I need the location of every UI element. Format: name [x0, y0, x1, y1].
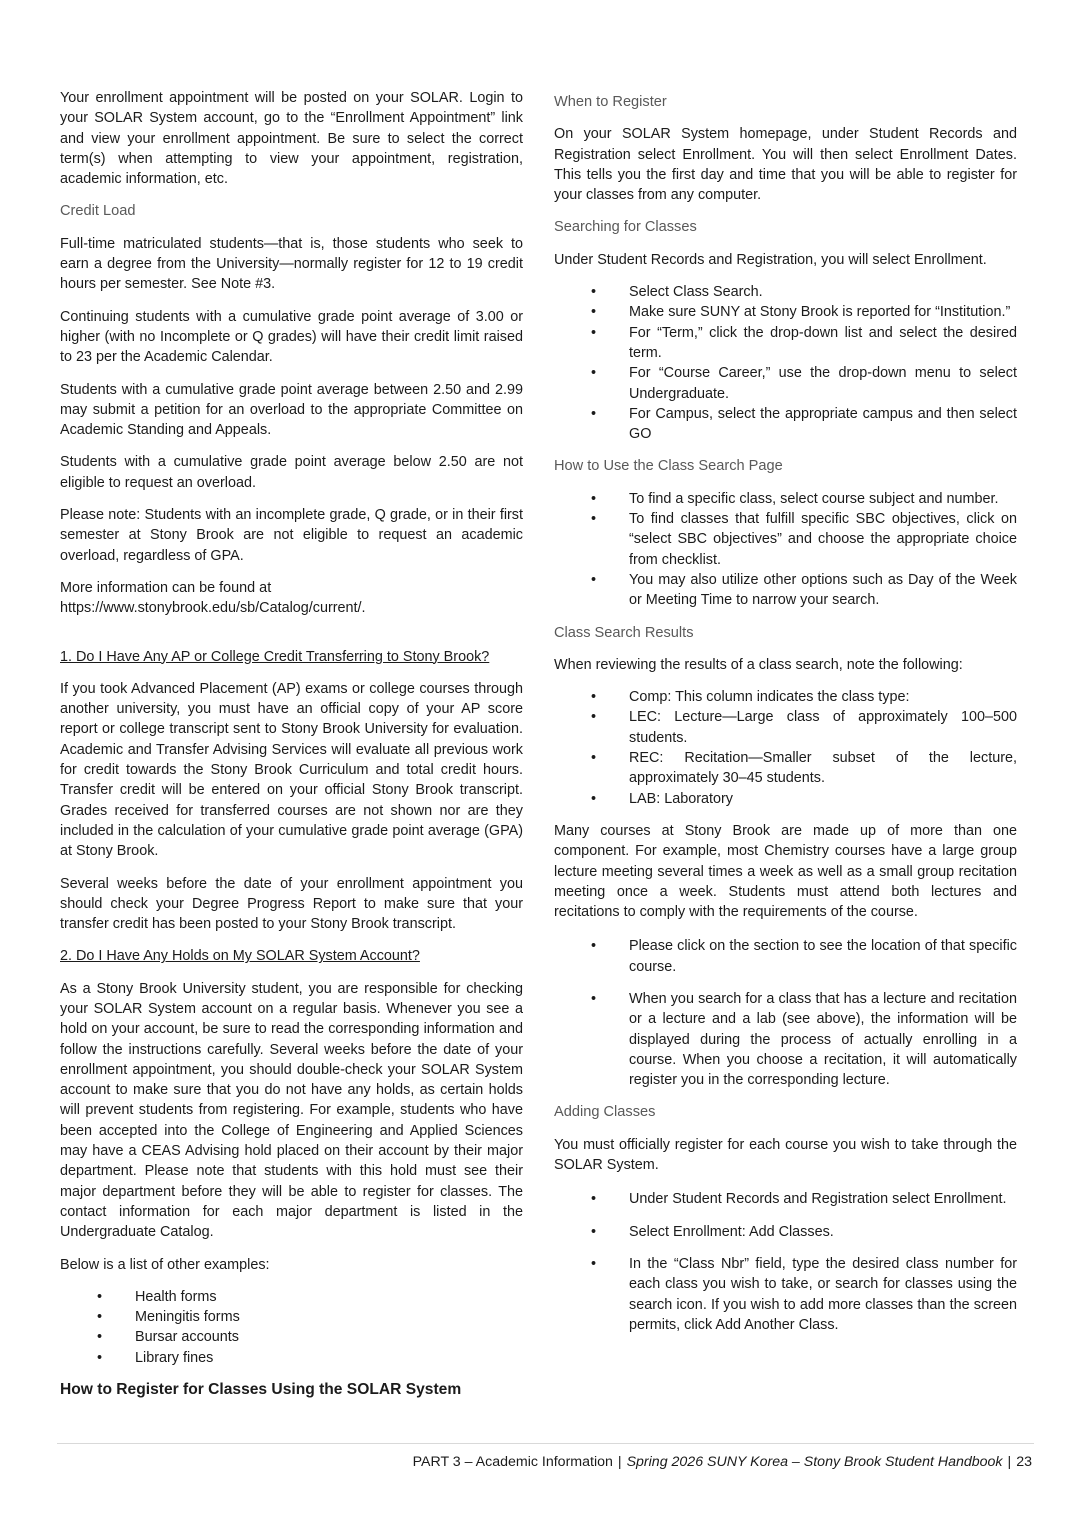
list-item: • For Campus, select the appropriate campus and then select GO	[591, 404, 1017, 445]
list-item: • To find classes that fulfill specific SBC objectives, click on “select SBC objectives” and choose the appropriate choice from checklist.	[591, 509, 1017, 570]
list-item: • Under Student Records and Registration select Enrollment.	[591, 1189, 1017, 1209]
list-item: • Meningitis forms	[97, 1307, 523, 1327]
when-to-register-heading: When to Register	[554, 94, 667, 110]
credit-load-paragraph-1: Full-time matriculated students—that is, those students who seek to earn a degree from the University—normally register for 12 to 19 credit hours per semester. See Note #3.	[60, 235, 523, 293]
list-item: • When you search for a class that has a lecture and recitation or a lecture and a lab (see above), the information will be displayed during the process of actually enrolling in a course. When you choose a recitation, it will automatically register you in the corresponding lecture.	[591, 989, 1017, 1090]
adding-classes-list	[554, 1189, 1017, 1335]
hold-examples-list	[60, 1287, 523, 1368]
question-1-heading: 1. Do I Have Any AP or College Credit Transferring to Stony Brook?	[60, 648, 490, 665]
when-to-register-paragraph: On your SOLAR System homepage, under Student Records and Registration select Enrollment. You will then select Enrollment Dates. This tells you the first day and time that you will be able to register for your classes from any computer.	[554, 126, 1017, 204]
transfer-credit-paragraph-1: If you took Advanced Placement (AP) exams or college courses through another university, you must have an official copy of your AP score report or college transcript sent to Stony Brook University for evaluation. Academic and Transfer Advising Services will evaluate all previous work for credit towards the Stony Brook Curriculum and total credit hours. Transfer credit will be entered on your official Stony Brook transcript. Grades received for transferred courses are not shown nor are they included in the calculation of your cumulative grade point average (GPA) at Stony Brook.	[60, 680, 523, 860]
footer-divider	[57, 1443, 1034, 1444]
register-section-title: How to Register for Classes Using the SOLAR System	[60, 1381, 462, 1399]
list-item: • Make sure SUNY at Stony Brook is reported for “Institution.”	[591, 302, 1017, 322]
list-item: • REC: Recitation—Smaller subset of the lecture, approximately 30–45 students.	[591, 748, 1017, 789]
more-info-text: More information can be found at	[60, 579, 272, 596]
adding-classes-paragraph: You must officially register for each course you wish to take through the SOLAR System.	[554, 1136, 1017, 1174]
list-item: • Library fines	[97, 1348, 523, 1368]
list-item: • Please click on the section to see the location of that specific course.	[591, 936, 1017, 977]
credit-load-paragraph-4: Students with a cumulative grade point average below 2.50 are not eligible to request an overload.	[60, 454, 523, 491]
list-item: • You may also utilize other options such as Day of the Week or Meeting Time to narrow your search.	[591, 570, 1017, 611]
footer-separator: |	[617, 1454, 622, 1470]
list-item: • To find a specific class, select course subject and number.	[591, 489, 1017, 509]
catalog-url[interactable]: https://www.stonybrook.edu/sb/Catalog/current/.	[60, 600, 366, 617]
examples-intro: Below is a list of other examples:	[60, 1256, 270, 1273]
class-search-page-heading: How to Use the Class Search Page	[554, 458, 783, 475]
list-item: • LEC: Lecture—Large class of approximately 100–500 students.	[591, 707, 1017, 748]
intro-paragraph: Your enrollment appointment will be posted on your SOLAR. Login to your SOLAR System account, go to the “Enrollment Appointment” link and view your enrollment appointment. Be sure to select the correct term(s) when attempting to view your appointment, registration, academic information, etc.	[60, 90, 523, 188]
list-item: • Select Enrollment: Add Classes.	[591, 1222, 1017, 1242]
footer-part-label: PART 3 – Academic Information	[412, 1454, 613, 1470]
more-info-paragraph	[60, 578, 523, 619]
credit-load-paragraph-3: Students with a cumulative grade point average between 2.50 and 2.99 may submit a petition for an overload to the appropriate Committee on Academic Standing and Appeals.	[60, 381, 523, 439]
holds-paragraph: As a Stony Brook University student, you are responsible for checking your SOLAR System account on a regular basis. Whenever you see a hold on your account, be sure to read the corresponding information and follow the instructions carefully. Several weeks before the date of your enrollment appointment, you should double-check your SOLAR System account to make sure that you do not have any holds, as certain holds will prevent students from registering. For example, students who have been accepted into the College of Engineering and Applied Sciences may have a CEAS Advising hold placed on their account by their major department. Please note that students with this hold must see their major department before they will be able to register for classes. The contact information for each major department is listed in the Undergraduate Catalog.	[60, 980, 523, 1241]
credit-load-heading: Credit Load	[60, 203, 136, 220]
list-item: • In the “Class Nbr” field, type the desired class number for each class you wish to take, or search for classes using the search icon. If you wish to add more classes than the screen permits, click Add Another Class.	[591, 1254, 1017, 1335]
class-search-results-paragraph: When reviewing the results of a class search, note the following:	[554, 656, 963, 673]
searching-for-classes-paragraph: Under Student Records and Registration, you will select Enrollment.	[554, 251, 987, 268]
left-column	[60, 88, 523, 1400]
class-type-list	[554, 687, 1017, 809]
list-item: • Health forms	[97, 1287, 523, 1307]
list-item: • For “Course Career,” use the drop-down menu to select Undergraduate.	[591, 363, 1017, 404]
list-item: • For “Term,” click the drop-down list and select the desired term.	[591, 323, 1017, 364]
class-search-results-heading: Class Search Results	[554, 624, 694, 641]
course-components-paragraph: Many courses at Stony Brook are made up of more than one component. For example, most Chemistry courses have a large group lecture meeting several times a week as well as a small group recitation meeting once a week. Students must attend both lectures and recitations to comply with the requirements of the course.	[554, 822, 1017, 921]
list-item: • Select Class Search.	[591, 282, 1017, 302]
credit-load-paragraph-2: Continuing students with a cumulative grade point average of 3.00 or higher (with no Incomplete or Q grades) will have their credit limit raised to 23 per the Academic Calendar.	[60, 308, 523, 366]
question-2-heading: 2. Do I Have Any Holds on My SOLAR System Account?	[60, 948, 420, 965]
course-components-list	[554, 936, 1017, 1090]
right-column	[554, 88, 1017, 1400]
footer	[57, 1452, 1032, 1472]
credit-load-paragraph-5: Please note: Students with an incomplete grade, Q grade, or in their first semester at Stony Brook are not eligible to request an academic overload, regardless of GPA.	[60, 507, 523, 564]
searching-for-classes-heading: Searching for Classes	[554, 219, 697, 236]
list-item: • Bursar accounts	[97, 1327, 523, 1347]
searching-steps-list	[554, 282, 1017, 444]
adding-classes-heading: Adding Classes	[554, 1104, 656, 1121]
footer-separator: |	[1007, 1454, 1012, 1470]
footer-handbook-title: Spring 2026 SUNY Korea – Stony Brook Student Handbook	[626, 1454, 1003, 1470]
page-body	[60, 88, 1017, 1400]
class-search-tips-list	[554, 489, 1017, 611]
list-item: • Comp: This column indicates the class type:	[591, 687, 1017, 707]
list-item: • LAB: Laboratory	[591, 789, 1017, 809]
page-number: 23	[1016, 1454, 1032, 1470]
transfer-credit-paragraph-2: Several weeks before the date of your enrollment appointment you should check your Degree Progress Report to make sure that your transfer credit has been posted to your Stony Brook transcript.	[60, 875, 523, 933]
